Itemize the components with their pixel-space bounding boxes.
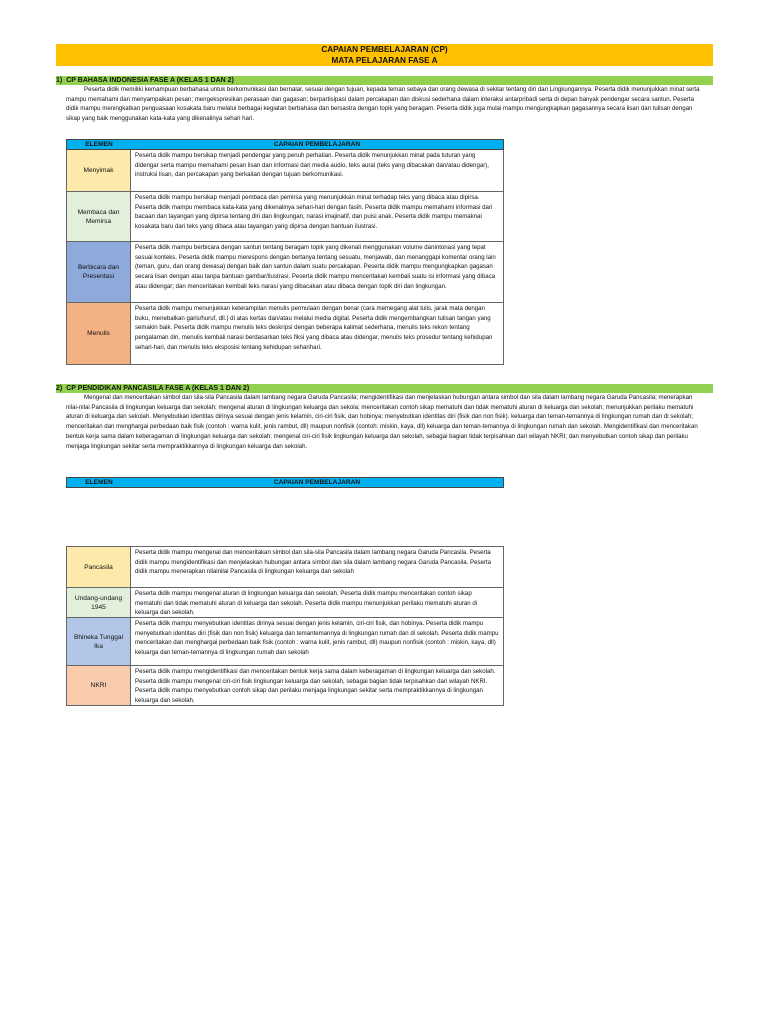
element-label: Berbicara dan Presentasi <box>67 242 131 302</box>
column-header-elemen: ELEMEN <box>85 141 113 148</box>
table-row <box>66 588 504 618</box>
section-2-paragraph-text: Mengenal dan menceritakan simbol dan sila-sila Pancasila dalam lambang negara Garuda Pancasila; mengidentifikasi dan menjelaskan hubungan antara simbol dan sila dalam lambang negara Garuda Pancasila; menerapkan nilai-nilai Pancasila di lingkungan keluarga dan sekolah; mengenal aturan di lingkungan keluarga dan sekola; menceritakan contoh sikap mematuhi dan tidak mematuhi aturan di keluarga dan sekolah; menunjukkan perilaku mematuhi aturan di keluarga dan sekolah. Menyebutkan identitas dirinya sesuai dengan jenis kelamin, ciri-ciri fisik, dan hobinya; menyebutkan identitas diri (fisik dan non fisik). keluarga dan teman-temannya di lingkungan rumah dan di sekolah; menceritakan dan menghargai perbedaan baik fisik (contoh : warna kulit, jenis rambut, dll) maupun nonfisik (contoh: miskin, kaya, dll) keluarga dan teman-temannya di lingkungan rumah dan sekolah. Mengidentifikasi dan menceritakan bentuk kerja sama dalam keberagaman di lingkungan keluarga dan sekolah; mengenal ciri-ciri fisik lingkungan keluarga dan sekolah, sebagai bagian tidak terpisahkan dari wilayah NKRI; dan menyebutkan contoh sikap dan perilaku menjaga lingkungan sekitar serta mempraktikkannya di lingkungan keluarga dan sekolah. <box>66 394 698 450</box>
element-label: Menulis <box>67 303 131 364</box>
table-row <box>66 242 504 303</box>
element-description: Peserta didik mampu mengenal dan menceritakan simbol dan sila-sila Pancasila dalam lambang negara Garuda Pancasila. Peserta didik mampu mengidentifikasi dan menjelaskan hubungan antara simbol dan sila dalam lambang negara Garuda Pancasila. Peserta didik mampu menerapkan nilainilai Pancasila di lingkungan keluarga dan sekolah <box>135 549 492 576</box>
table-row <box>66 618 504 666</box>
table-row <box>66 666 504 706</box>
section-1-number: 1) <box>56 77 63 84</box>
column-header-elemen: ELEMEN <box>85 479 113 486</box>
element-description: Peserta didik mampu mengenal aturan di lingkungan keluarga dan sekolah. Peserta didik mampu menceritakan contoh sikap mematuhi dan tidak mematuhi aturan di keluarga dan sekolah. Peserta didik mampu menunjukkan perilaku mematuhi aturan di keluarga dan sekolah. <box>135 590 478 617</box>
section-1-heading <box>56 76 713 85</box>
section-2-heading <box>56 384 713 393</box>
element-label: Undang-undang 1945 <box>67 588 131 617</box>
column-header-capaian: CAPAIAN PEMBELAJARAN <box>273 141 361 148</box>
document-subtitle: MATA PELAJARAN FASE A <box>331 56 438 65</box>
element-label: Pancasila <box>67 547 131 587</box>
element-description: Peserta didik mampu berbicara dengan santun tentang beragam topik yang dikenali menggunakan volume danintonasi yang tepat sesuai konteks. Peserta didik mampu merespons dengan bertanya tentang sesuatu, menjawab, dan menanggapi komentar orang lain (teman, guru, dan orang dewasa) dengan baik dan santun dalam suatu percakapan. Peserta didik mampu mengungkapkan gagasan secara lisan dengan atau tanpa bantuan gambar/ilustrasi. Peserta didik mampu menceritakan kembali suatu isi informasi yang dibaca atau didengar; dan menceritakan kembali teks narasi yang dibacakan atau dibaca dengan topik diri dan lingkungan. <box>135 244 496 290</box>
column-header-capaian: CAPAIAN PEMBELAJARAN <box>273 479 361 486</box>
element-description: Peserta didik mampu menyebutkan identitas dirinya sesuai dengan jenis kelamin, ciri-ciri fisik, dan hobinya. Peserta didik mampu menyebutkan identitas diri (fisik dan non fisik) keluarga dan temantemannya di lingkungan rumah dan di sekolah. Peserta didik mampu menceritakan dan menghargai perbedaan baik fisik (contoh : warna kulit, jenis rambut, dll) maupun nonfisik (contoh : miskin, kaya, dll) keluarga dan teman-temannya di lingkungan rumah dan sekolah <box>135 620 499 657</box>
section-1-table-header <box>66 139 504 150</box>
element-label: Bhineka Tunggal Ika <box>67 618 131 665</box>
table-row <box>66 192 504 242</box>
section-1-paragraph <box>66 85 706 124</box>
section-1-title: CP BAHASA INDONESIA FASE A (KELAS 1 DAN 2) <box>66 77 234 84</box>
table-row <box>66 546 504 588</box>
element-label: Membaca dan Memirsa <box>67 192 131 241</box>
element-label: Menyimak <box>67 150 131 191</box>
section-2-title: CP PENDIDIKAN PANCASILA FASE A (KELAS 1 DAN 2) <box>66 385 250 392</box>
element-description: Peserta didik mampu bersikap menjadi pendengar yang penuh perhatian. Peserta didik menunjukkan minat pada tuturan yang didengar serta mampu memahami pesan lisan dan informasi dari media audio, teks aural (teks yang dibacakan dan/atau didengar), instruksi lisan, dan percakapan yang berkaitan dengan tujuan berkomunikasi. <box>135 152 489 179</box>
section-2-table-header <box>66 477 504 488</box>
element-description: Peserta didik mampu mengidentifikasi dan menceritakan bentuk kerja sama dalam keberagaman di lingkungan keluarga dan sekolah. Peserta didik mampu mengenal ciri-ciri fisik lingkungan keluarga dan sekolah, sebagai bagian tidak terpisahkan dari wilayah NKRI. Peserta didik mampu menyebutkan contoh sikap dan perilaku menjaga lingkungan sekitar serta mempraktikkannya di lingkungan keluarga dan sekolah. <box>135 668 496 705</box>
element-description: Peserta didik mampu menunjukkan keterampilan menulis permulaan dengan benar (cara memegang alat tulis, jarak mata dengan buku, menebalkan garis/huruf, dll.) di atas kertas dan/atau melalui media digital. Peserta didik mengembangkan tulisan tangan yang semakin baik. Peserta didik mampu menulis teks deskripsi dengan beberapa kalimat sederhana, menulis teks rekon tentang pengalaman diri, menulis kembali narasi berdasarkan teks fiksi yang dibaca atau didengar, menulis teks prosedur tentang kehidupan sehari-hari, dan menulis teks eksposisi tentang kehidupan seharihari. <box>135 305 493 351</box>
table-row <box>66 303 504 365</box>
section-2-paragraph <box>66 393 706 451</box>
document-title-band <box>56 44 713 66</box>
section-2-number: 2) <box>56 385 63 392</box>
element-label: NKRI <box>67 666 131 705</box>
document-title: CAPAIAN PEMBELAJARAN (CP) <box>321 45 448 54</box>
section-1-paragraph-text: Peserta didik memiliki kemampuan berbahasa untuk berkomunikasi dan bernalar, sesuai dengan tujuan, kepada teman sebaya dan orang dewasa di sekitar tentang diri dan Lingkungannya. Peserta didik menunjukkan minat serta mampu memahami dan menyampaikan pesan; mengekspresikan perasaan dan gagasan; berpartisipasi dalam percakapan dan diskusi sederhana dalam interaksi antarpribadi serta di depan banyak pendengar secara santun. Peserta didik mampu meningkatkan penguasaan kosakata baru melalui berbagai kegiatan berbahasa dan bersastra dengan topik yang beragam. Peserta didik juga mulai mampu mengungkapkan gagasannya secara lisan dan tulisan dengan sikap yang baik menggunakan kata-kata yang dikenalinya sehari hari. <box>66 86 700 123</box>
element-description: Peserta didik mampu bersikap menjadi pembaca dan pemirsa yang menunjukkan minat terhadap teks yang dibaca atau dipirsa. Peserta didik mampu membaca kata-kata yang dikenalinya sehari-hari dengan fasih. Peserta didik mampu memahami informasi dari bacaan dan tayangan yang dipirsa tentang diri dan lingkungan, narasi imajinatif, dan puisi anak. Peserta didik mampu memaknai kosakata baru dari teks yang dibaca atau tayangan yang dipirsa dengan bantuan ilustrasi. <box>135 194 493 231</box>
table-row <box>66 150 504 192</box>
